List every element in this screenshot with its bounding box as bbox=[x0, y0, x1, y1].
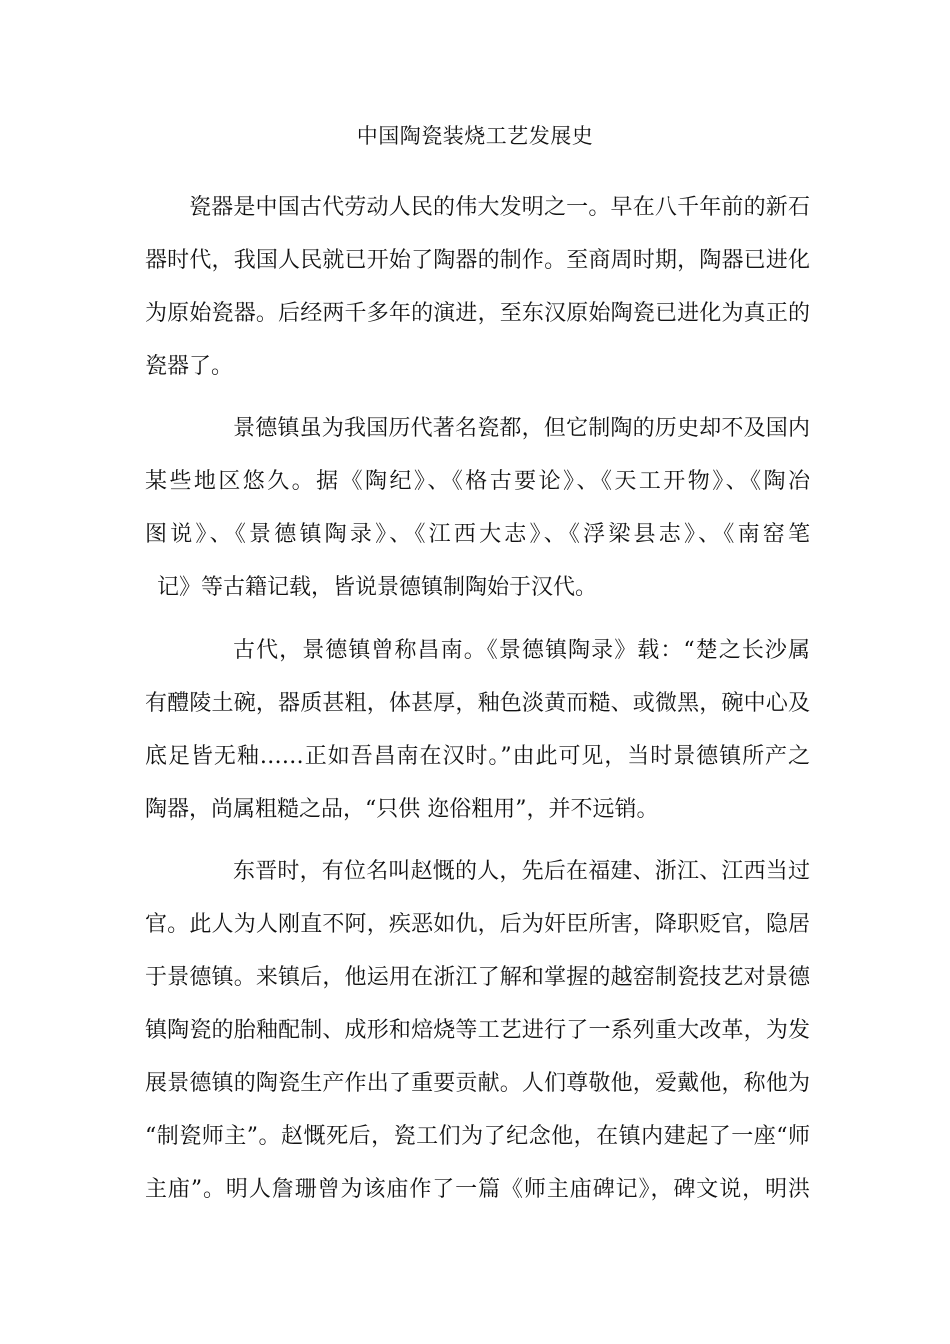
paragraph-line: 景德镇虽为我国历代著名瓷都，但它制陶的历史却不及国内 bbox=[233, 416, 810, 441]
paragraph-3 bbox=[145, 632, 810, 844]
paragraph-line: 官。此人为人刚直不阿，疾恶如仇，后为奸臣所害，降职贬官，隐居 bbox=[145, 912, 810, 937]
paragraph-line: 为原始瓷器。后经两千多年的演进，至东汉原始陶瓷已进化为真正的 bbox=[145, 301, 810, 326]
paragraph-line: 东晋时，有位名叫赵慨的人，先后在福建、浙江、江西当过 bbox=[233, 859, 810, 884]
paragraph-line: “制瓷师主”。赵慨死后，瓷工们为了纪念他，在镇内建起了一座“师 bbox=[145, 1124, 810, 1149]
paragraph-line: 于景德镇。来镇后，他运用在浙江了解和掌握的越窑制瓷技艺对景德 bbox=[145, 965, 810, 990]
paragraph-line: 展景德镇的陶瓷生产作出了重要贡献。人们尊敬他，爱戴他，称他为 bbox=[145, 1071, 810, 1096]
paragraph-line: 某些地区悠久。据《陶纪》、《格古要论》、《天工开物》、《陶冶 bbox=[145, 469, 810, 494]
paragraph-line: 记》等古籍记载，皆说景德镇制陶始于汉代。 bbox=[157, 575, 598, 600]
paragraph-line: 主庙”。明人詹珊曾为该庙作了一篇《师主庙碑记》，碑文说，明洪 bbox=[145, 1177, 810, 1202]
paragraph-2 bbox=[145, 410, 810, 622]
paragraph-line: 镇陶瓷的胎釉配制、成形和焙烧等工艺进行了一系列重大改革，为发 bbox=[145, 1018, 810, 1043]
paragraph-line: 底足皆无釉……正如吾昌南在汉时。”由此可见，当时景德镇所产之 bbox=[145, 744, 810, 769]
paragraph-1 bbox=[145, 189, 810, 401]
paragraph-4 bbox=[145, 853, 810, 1224]
paragraph-line: 陶器，尚属粗糙之品，“只供 迩俗粗用”，并不远销。 bbox=[145, 797, 659, 822]
paragraph-line: 器时代，我国人民就已开始了陶器的制作。至商周时期，陶器已进化 bbox=[145, 248, 810, 273]
paragraph-line: 有醴陵土碗，器质甚粗，体甚厚，釉色淡黄而糙、或微黑，碗中心及 bbox=[145, 691, 810, 716]
paragraph-line: 瓷器是中国古代劳动人民的伟大发明之一。早在八千年前的新石 bbox=[189, 195, 810, 220]
document-title: 中国陶瓷装烧工艺发展史 bbox=[356, 124, 594, 148]
paragraph-line: 古代，景德镇曾称昌南。《景德镇陶录》载：“楚之长沙属 bbox=[233, 638, 810, 663]
paragraph-line: 瓷器了。 bbox=[145, 354, 234, 379]
paragraph-line: 图说》、《景德镇陶录》、《江西大志》、《浮梁县志》、《南窑笔 bbox=[145, 522, 810, 547]
